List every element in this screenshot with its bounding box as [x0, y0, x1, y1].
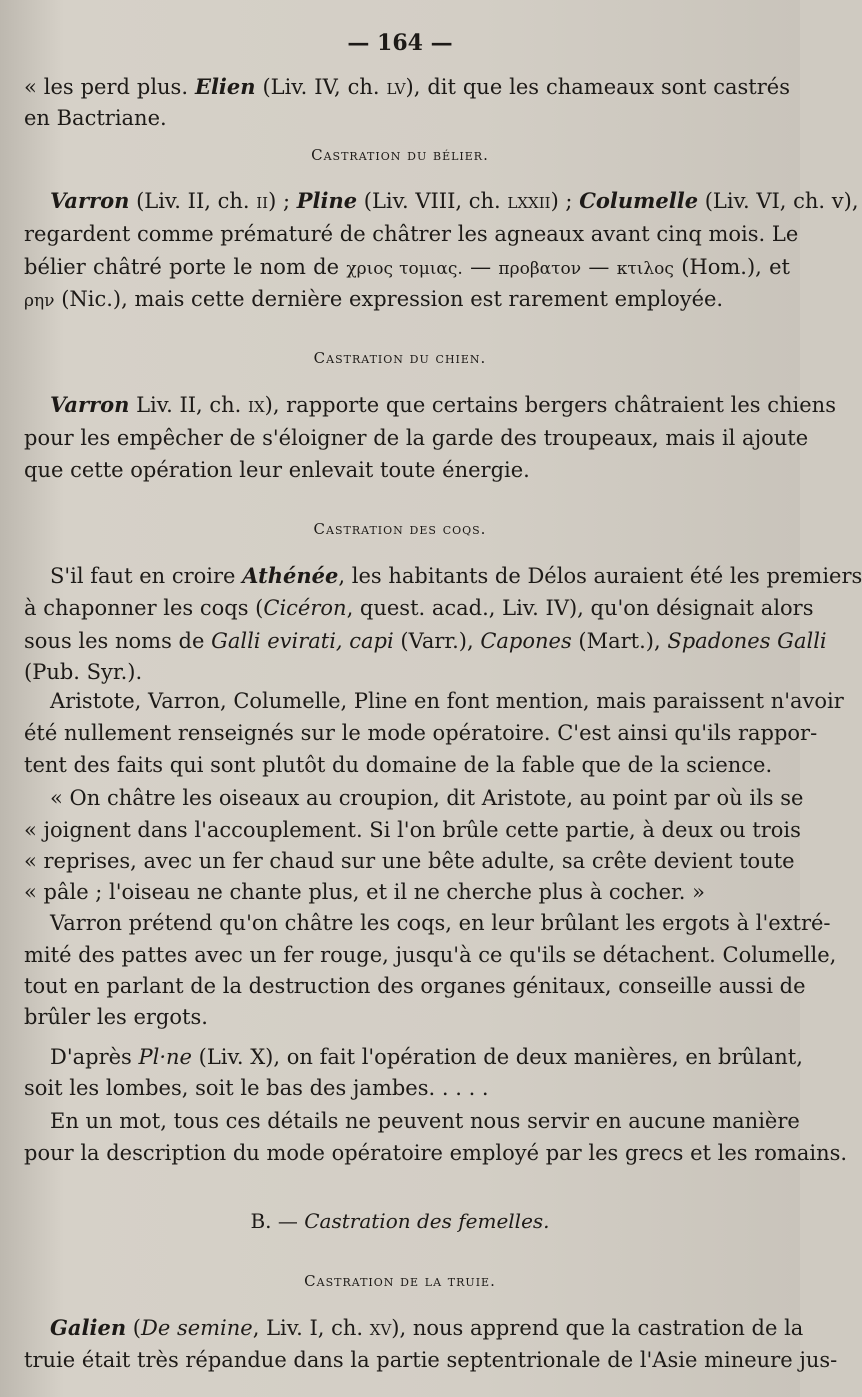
text-line: mité des pattes avec un fer rouge, jusqu'à ce qu'ils se détachent. Columelle, — [24, 943, 837, 967]
text-line: En un mot, tous ces détails ne peuvent nous servir en aucune manière — [50, 1109, 800, 1133]
text-line: que cette opération leur enlevait toute énergie. — [24, 458, 530, 482]
quote-line: « pâle ; l'oiseau ne chante plus, et il ne cherche plus à cocher. » — [24, 880, 705, 904]
text-line: « les perd plus. Elien (Liv. IV, ch. lv), dit que les chameaux sont castrés — [24, 74, 790, 99]
text-line: pour les empêcher de s'éloigner de la garde des troupeaux, mais il ajoute — [24, 426, 809, 450]
text-line: Varron (Liv. II, ch. ii) ; Pline (Liv. VIII, ch. lxxii) ; Columelle (Liv. VI, ch. v), — [50, 188, 859, 213]
quote-line: « reprises, avec un fer chaud sur une bête adulte, sa crête devient toute — [24, 849, 795, 873]
subsection-heading: B. — Castration des femelles. — [250, 1209, 550, 1233]
text-line: à chaponner les coqs (Cicéron, quest. acad., Liv. IV), qu'on désignait alors — [24, 596, 814, 620]
text-line: regardent comme prématuré de châtrer les agneaux avant cinq mois. Le — [24, 222, 799, 246]
page-number: — 164 — — [347, 30, 453, 56]
text-line: tent des faits qui sont plutôt du domaine de la fable que de la science. — [24, 753, 773, 777]
quote-line: « On châtre les oiseaux au croupion, dit Aristote, au point par où ils se — [50, 786, 804, 810]
text-line: été nullement renseignés sur le mode opératoire. C'est ainsi qu'ils rappor- — [24, 721, 818, 745]
section-heading: Castration de la truie. — [304, 1272, 496, 1290]
text-line: bélier châtré porte le nom de χριος τομιας. — προβατον — κτιλος (Hom.), et — [24, 255, 790, 279]
text-line: pour la description du mode opératoire employé par les grecs et les romains. — [24, 1141, 848, 1165]
text-line: sous les noms de Galli evirati, capi (Varr.), Capones (Mart.), Spadones Galli — [24, 629, 827, 653]
text-line: en Bactriane. — [24, 106, 167, 130]
text-line: Galien (De semine, Liv. I, ch. xv), nous apprend que la castration de la — [50, 1315, 804, 1340]
quote-line: « joignent dans l'accouplement. Si l'on brûle cette partie, à deux ou trois — [24, 818, 801, 842]
section-heading: Castration du chien. — [313, 349, 487, 367]
section-heading: Castration des coqs. — [313, 520, 487, 538]
section-heading: Castration du bélier. — [311, 146, 489, 164]
text-line: Varron prétend qu'on châtre les coqs, en leur brûlant les ergots à l'extré- — [50, 911, 831, 935]
text-line: ρην (Nic.), mais cette dernière expression est rarement employée. — [24, 287, 724, 311]
text-line: Varron Liv. II, ch. ix), rapporte que certains bergers châtraient les chiens — [50, 392, 836, 417]
text-line: (Pub. Syr.). — [24, 660, 143, 684]
text-line: soit les lombes, soit le bas des jambes. . . . . — [24, 1076, 489, 1100]
text-line: S'il faut en croire Athénée, les habitants de Délos auraient été les premiers — [50, 563, 862, 588]
text-line: brûler les ergots. — [24, 1005, 208, 1029]
text-line: tout en parlant de la destruction des organes génitaux, conseille aussi de — [24, 974, 806, 998]
text-line: Aristote, Varron, Columelle, Pline en font mention, mais paraissent n'avoir — [50, 689, 844, 713]
text-line: D'après Pl·ne (Liv. X), on fait l'opération de deux manières, en brûlant, — [50, 1045, 803, 1069]
text-line: truie était très répandue dans la partie septentrionale de l'Asie mineure jus- — [24, 1348, 838, 1372]
